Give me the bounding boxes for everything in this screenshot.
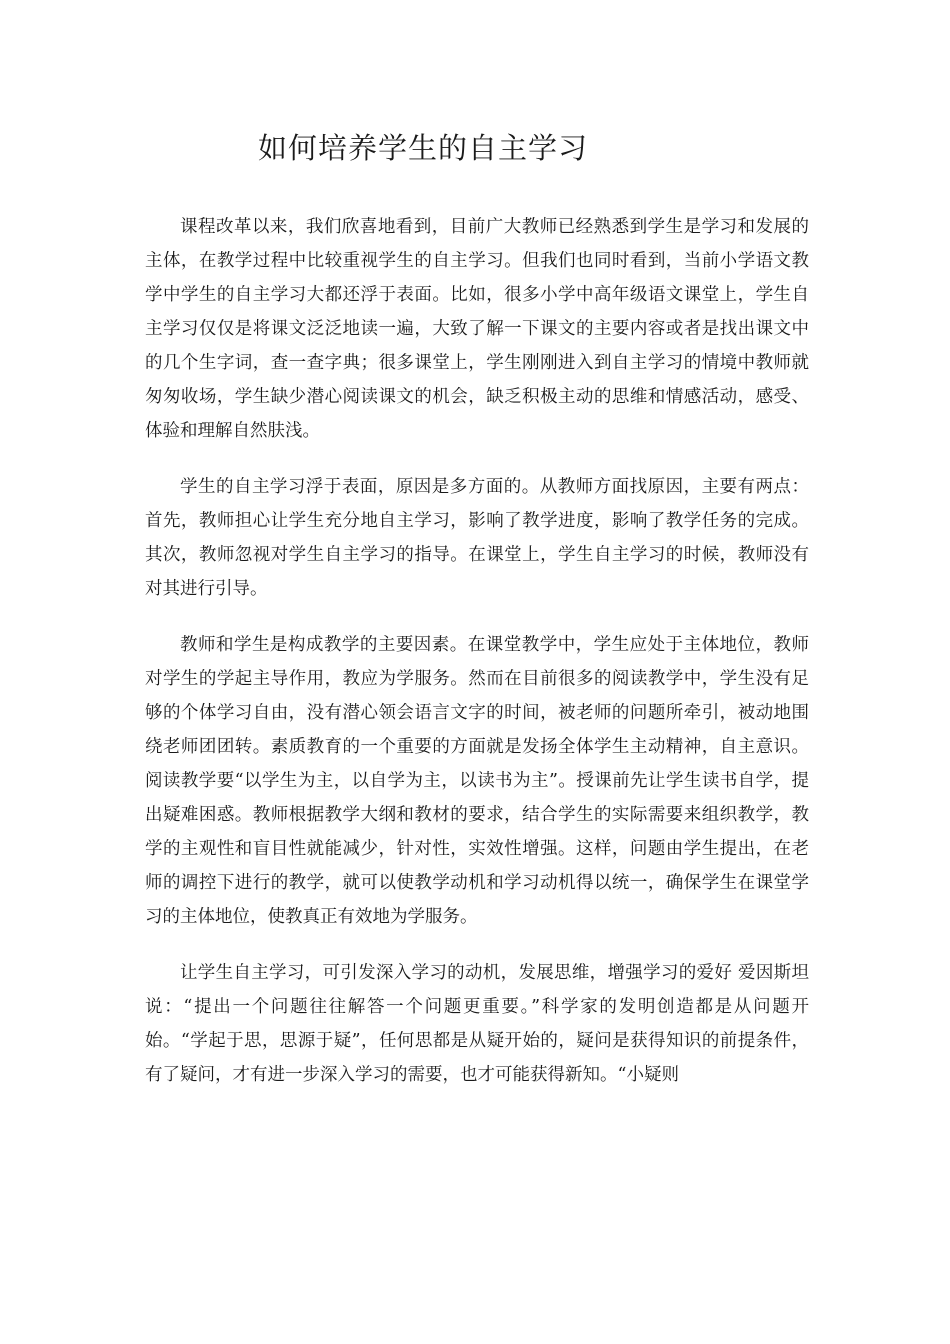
paragraph-3: 教师和学生是构成教学的主要因素。在课堂教学中，学生应处于主体地位，教师对学生的学起主导作用，教应为学服务。然而在目前很多的阅读教学中，学生没有足够的个体学习自由，没有潜心领会语言文字的时间，被老师的问题所牵引，被动地围绕老师团团转。素质教育的一个重要的方面就是发扬全体学生主动精神，自主意识。阅读教学要“以学生为主，以自学为主，以读书为主”。授课前先让学生读书自学，提出疑难困惑。教师根据教学大纲和教材的要求，结合学生的实际需要来组织教学，教学的主观性和盲目性就能减少，针对性，实效性增强。这样，问题由学生提出，在老师的调控下进行的教学，就可以使教学动机和学习动机得以统一，确保学生在课堂学习的主体地位，使教真正有效地为学服务。 <box>145 635 809 927</box>
paragraph-2: 学生的自主学习浮于表面，原因是多方面的。从教师方面找原因，主要有两点：首先，教师担心让学生充分地自主学习，影响了教学进度，影响了教学任务的完成。其次，教师忽视对学生自主学习的指导。在课堂上，学生自主学习的时候，教师没有对其进行引导。 <box>145 477 809 599</box>
document-title: 如何培养学生的自主学习 <box>258 131 589 165</box>
document-body <box>145 210 809 1114</box>
paragraph-4: 让学生自主学习，可引发深入学习的动机，发展思维，增强学习的爱好 爱因斯坦说：“提出一个问题往往解答一个问题更重要。”科学家的发明创造都是从问题开始。“学起于思，思源于疑”，任何思都是从疑开始的，疑问是获得知识的前提条件，有了疑问，才有进一步深入学习的需要，也才可能获得新知。“小疑则 <box>145 963 809 1085</box>
paragraph-1: 课程改革以来，我们欣喜地看到，目前广大教师已经熟悉到学生是学习和发展的主体，在教学过程中比较重视学生的自主学习。但我们也同时看到，当前小学语文教学中学生的自主学习大都还浮于表面。比如，很多小学中高年级语文课堂上，学生自主学习仅仅是将课文泛泛地读一遍，大致了解一下课文的主要内容或者是找出课文中的几个生字词，查一查字典；很多课堂上，学生刚刚进入到自主学习的情境中教师就匆匆收场，学生缺少潜心阅读课文的机会，缺乏积极主动的思维和情感活动，感受、体验和理解自然肤浅。 <box>145 217 809 441</box>
